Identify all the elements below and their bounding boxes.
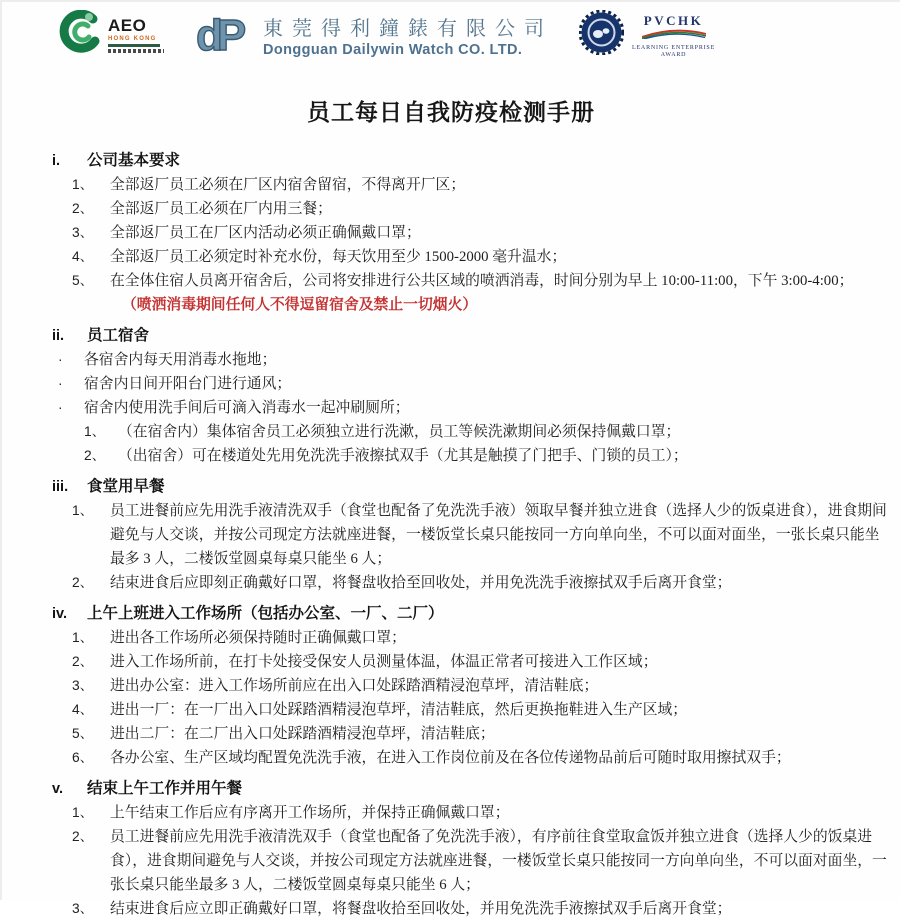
item-text: 全部返厂员工必须在厂区内宿舍留宿，不得离开厂区； bbox=[110, 177, 466, 193]
aeo-region-label: HONG KONG bbox=[108, 36, 157, 42]
item-text: 进出各工作场所必须保持随时正确佩戴口罩； bbox=[110, 630, 406, 646]
item-marker: 4、 bbox=[72, 702, 94, 717]
section-title: 员工宿舍 bbox=[87, 327, 150, 344]
list-item bbox=[2, 245, 900, 269]
section-number: iii. bbox=[52, 479, 69, 495]
disinfection-warning-note: （喷洒消毒期间任何人不得逗留宿舍及禁止一切烟火） bbox=[122, 297, 478, 313]
item-marker: 1、 bbox=[84, 424, 106, 439]
bullet-marker: · bbox=[58, 400, 63, 415]
award-logo-block bbox=[579, 10, 715, 58]
list-item bbox=[2, 348, 900, 372]
award-subtitle: LEARNING ENTERPRISE bbox=[632, 45, 716, 51]
item-text: 在全体住宿人员离开宿舍后，公司将安排进行公共区域的喷洒消毒，时间分别为早上 10:00-11:00，下午 3:00-4:00； bbox=[110, 273, 854, 289]
section-heading bbox=[2, 324, 900, 348]
list-item bbox=[2, 698, 900, 722]
section-number: ii. bbox=[52, 328, 65, 344]
company-logo-block bbox=[195, 10, 553, 58]
section-title: 结束上午工作并用午餐 bbox=[87, 780, 243, 797]
aeo-microtext-bar2 bbox=[108, 49, 164, 53]
section-heading bbox=[2, 777, 900, 801]
list-item bbox=[2, 801, 900, 825]
item-marker: 1、 bbox=[72, 177, 94, 192]
item-text: 各宿舍内每天用消毒水拖地； bbox=[84, 352, 277, 368]
list-item bbox=[2, 499, 900, 571]
section-heading bbox=[2, 149, 900, 173]
dailywin-dp-icon bbox=[195, 12, 253, 58]
section-number: i. bbox=[52, 153, 61, 169]
item-text: 结束进食后应即刻正确戴好口罩，将餐盘收拾至回收处，并用免洗洗手液擦拭双手后离开食堂； bbox=[110, 575, 732, 591]
item-text: 进出一厂：在一厂出入口处踩踏酒精浸泡草坪，清洁鞋底，然后更换拖鞋进入生产区域； bbox=[110, 702, 688, 718]
item-marker: 6、 bbox=[72, 750, 94, 765]
section-title: 公司基本要求 bbox=[87, 152, 181, 169]
list-item bbox=[2, 444, 900, 468]
list-item bbox=[2, 897, 900, 921]
section-morning-work bbox=[2, 602, 900, 770]
award-ribbon-icon bbox=[642, 29, 706, 39]
item-text: 进出办公室：进入工作场所前应在出入口处踩踏酒精浸泡草坪，清洁鞋底； bbox=[110, 678, 599, 694]
list-item bbox=[2, 650, 900, 674]
bullet-marker: · bbox=[58, 352, 63, 367]
item-marker: 4、 bbox=[72, 249, 94, 264]
aeo-swirl-icon bbox=[59, 10, 105, 56]
item-marker: 1、 bbox=[72, 630, 94, 645]
item-marker: 2、 bbox=[72, 201, 94, 216]
item-text: 员工进餐前应先用洗手液清洗双手（食堂也配备了免洗洗手液）领取早餐并独立进食（选择人少的饭桌进食），进食期间避免与人交谈，并按公司现定方法就座进餐，一楼饭堂长桌只能按同一方向单向坐，不可以面对面坐，一张长桌只能坐最多 3 人，二楼饭堂圆桌每桌只能坐 6 人； bbox=[110, 503, 887, 567]
item-text: 结束进食后应立即正确戴好口罩，将餐盘收拾至回收处，并用免洗洗手液擦拭双手后离开食堂； bbox=[110, 901, 732, 917]
section-number: iv. bbox=[52, 606, 68, 622]
item-text: 宿舍内日间开阳台门进行通风； bbox=[84, 376, 292, 392]
section-number: v. bbox=[52, 781, 64, 797]
section-title: 上午上班进入工作场所（包括办公室、一厂、二厂） bbox=[87, 605, 444, 622]
item-text: 进出二厂：在二厂出入口处踩踏酒精浸泡草坪，清洁鞋底； bbox=[110, 726, 495, 742]
section-heading bbox=[2, 475, 900, 499]
item-text: 全部返厂员工在厂区内活动必须正确佩戴口罩； bbox=[110, 225, 421, 241]
award-wordmark: PVCHK bbox=[643, 13, 704, 28]
list-item bbox=[2, 746, 900, 770]
list-item bbox=[2, 722, 900, 746]
item-text: 全部返厂员工必须在厂内用三餐； bbox=[110, 201, 332, 217]
header-logos bbox=[2, 10, 900, 64]
list-item bbox=[2, 269, 900, 293]
company-name-en: Dongguan Dailywin Watch CO. LTD. bbox=[263, 42, 523, 58]
aeo-wordmark: AEO bbox=[108, 16, 147, 35]
item-marker: 1、 bbox=[72, 805, 94, 820]
item-marker: 2、 bbox=[72, 654, 94, 669]
list-item bbox=[2, 420, 900, 444]
section-company-requirements bbox=[2, 149, 900, 317]
item-text: 上午结束工作后应有序离开工作场所，并保持正确佩戴口罩； bbox=[110, 805, 510, 821]
section-title: 食堂用早餐 bbox=[87, 478, 165, 495]
award-badge-icon bbox=[579, 10, 624, 55]
item-marker: 2、 bbox=[84, 448, 106, 463]
item-marker: 5、 bbox=[72, 726, 94, 741]
item-marker: 3、 bbox=[72, 678, 94, 693]
item-text: 各办公室、生产区域均配置免洗洗手液，在进入工作岗位前及在各位传递物品前后可随时取用擦拭双手； bbox=[110, 750, 791, 766]
section-heading bbox=[2, 602, 900, 626]
item-text: 员工进餐前应先用洗手液清洗双手（食堂也配备了免洗洗手液），有序前往食堂取盒饭并独立进食（选择人少的饭桌进食），进食期间避免与人交谈，并按公司现定方法就座进餐，一楼饭堂长桌只能按同一方向单向坐，不可以面对面坐，一张长桌只能坐最多 3 人，二楼饭堂圆桌每桌只能坐 6 人； bbox=[110, 829, 887, 893]
list-item bbox=[2, 396, 900, 420]
item-marker: 5、 bbox=[72, 273, 94, 288]
award-text-block bbox=[632, 14, 715, 58]
section-lunch bbox=[2, 777, 900, 921]
list-item bbox=[2, 674, 900, 698]
item-marker: 3、 bbox=[72, 901, 94, 916]
bullet-marker: · bbox=[58, 376, 63, 391]
section-dormitory bbox=[2, 324, 900, 468]
item-text: 全部返厂员工必须定时补充水份，每天饮用至少 1500-2000 毫升温水； bbox=[110, 249, 567, 265]
item-marker: 1、 bbox=[72, 503, 94, 518]
item-marker: 3、 bbox=[72, 225, 94, 240]
aeo-microtext-bar bbox=[108, 44, 160, 47]
aeo-text-block bbox=[108, 17, 164, 53]
svg-text:dP: dP bbox=[196, 12, 241, 58]
item-marker: 2、 bbox=[72, 829, 94, 844]
list-item bbox=[2, 825, 900, 897]
aeo-logo bbox=[59, 10, 181, 56]
item-text: （出宿舍）可在楼道处先用免洗洗手液擦拭双手（尤其是触摸了门把手、门锁的员工）； bbox=[118, 448, 688, 464]
section-breakfast bbox=[2, 475, 900, 595]
list-item bbox=[2, 173, 900, 197]
company-name-zh: 東莞得利鐘錶有限公司 bbox=[263, 18, 553, 40]
item-text: （在宿舍内）集体宿舍员工必须独立进行洗漱，员工等候洗漱期间必须保持佩戴口罩； bbox=[118, 424, 681, 440]
list-item bbox=[2, 197, 900, 221]
award-subtitle-2: AWARD bbox=[660, 52, 687, 58]
list-item bbox=[2, 571, 900, 595]
document-title: 员工每日自我防疫检测手册 bbox=[307, 100, 595, 125]
item-marker: 2、 bbox=[72, 575, 94, 590]
item-text: 进入工作场所前，在打卡处接受保安人员测量体温，体温正常者可接进入工作区域； bbox=[110, 654, 658, 670]
list-item bbox=[2, 372, 900, 396]
list-item bbox=[2, 626, 900, 650]
item-text: 宿舍内使用洗手间后可滴入消毒水一起冲刷厕所； bbox=[84, 400, 410, 416]
list-item bbox=[2, 221, 900, 245]
company-names bbox=[263, 12, 553, 58]
